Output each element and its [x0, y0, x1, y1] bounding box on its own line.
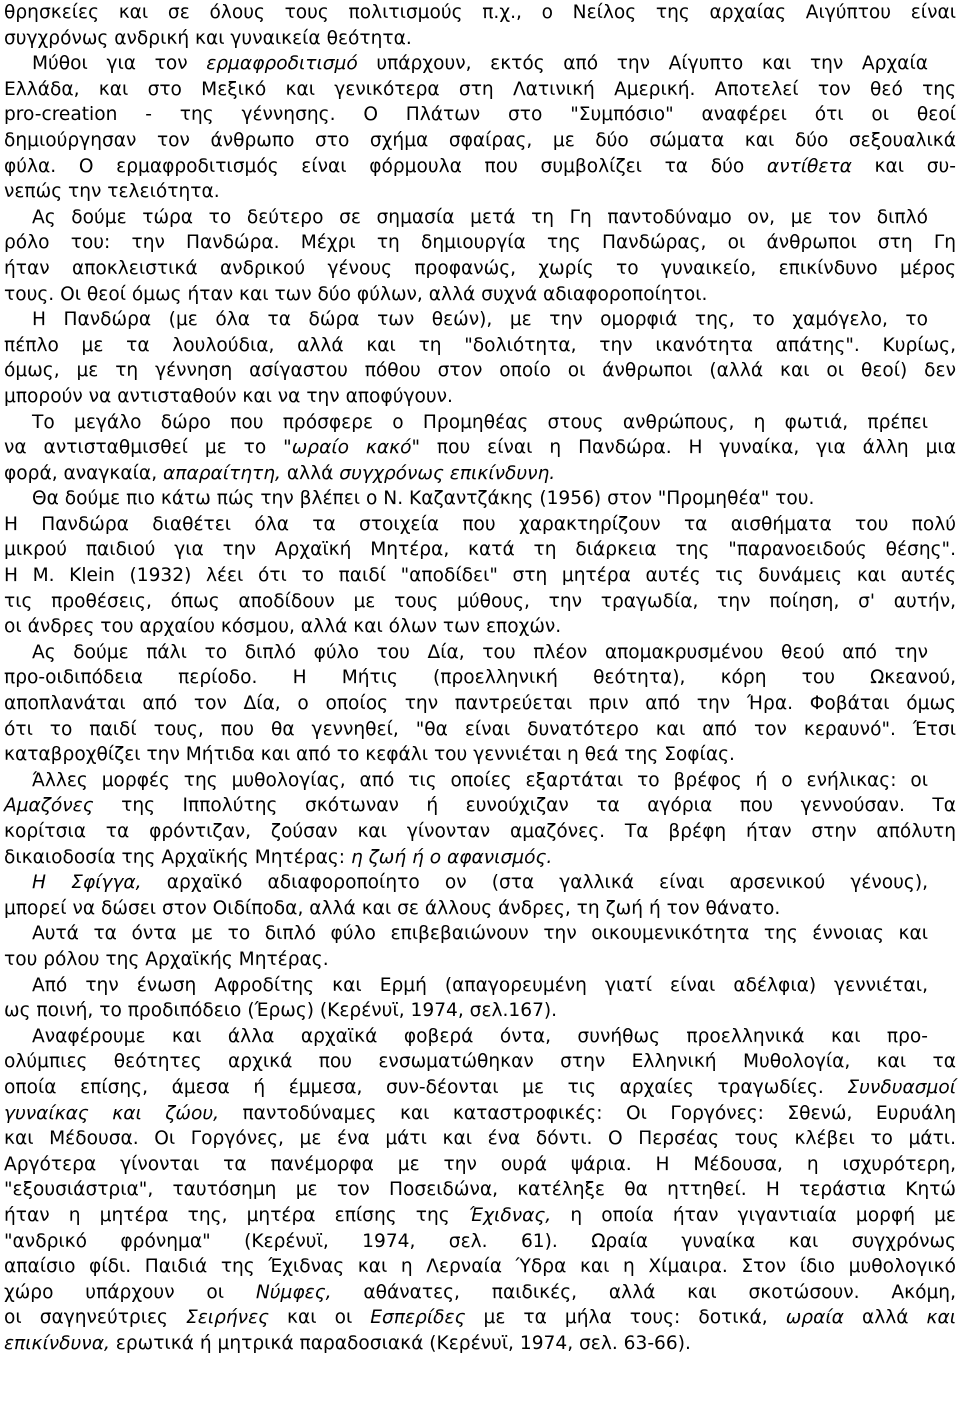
text-line: [4, 435, 956, 461]
text-segment: αποπλανάται από τον Δία, ο οποίος την παντρεύεται πριν από την Ήρα. Φοβάται όμως: [4, 693, 956, 715]
text-line-content: [4, 358, 956, 384]
text-segment: μπορούν να αντισταθούν και να την αποφύγουν.: [4, 385, 453, 407]
text-segment: παντοδύναμες και καταστροφικές: Οι Γοργόνες: Σθενώ, Ευρυάλη: [219, 1102, 956, 1124]
text-line-content: [4, 896, 956, 922]
text-segment: οι άνδρες του αρχαίου κόσμου, αλλά και όλων των εποχών.: [4, 616, 562, 638]
text-line-content: [32, 1024, 928, 1050]
text-line: [4, 333, 956, 359]
text-line-content: [32, 921, 928, 947]
text-line-content: [4, 793, 956, 819]
text-line: [4, 870, 956, 896]
text-line: [4, 1331, 956, 1357]
text-line: [4, 537, 956, 563]
text-segment: απαίσιο φίδι. Παιδιά της Έχιδνας και η Λερναία Ύδρα και η Χίμαιρα. Στον ίδιο μυθολογικό: [4, 1256, 956, 1278]
text-line-content: [4, 179, 956, 205]
text-segment: pro-creation - της γέννησης. Ο Πλάτων στο "Συμπόσιο" αναφέρει ότι οι θεοί: [4, 104, 956, 126]
text-segment: προ-οιδιπόδεια περίοδο. Η Μήτις (προελληνική θεότητα), κόρη του Ωκεανού,: [4, 667, 956, 689]
italic-text: Σειρήνες: [186, 1307, 270, 1329]
text-line-content: [4, 1280, 956, 1306]
text-line: [4, 128, 956, 154]
text-line: [4, 1101, 956, 1127]
text-line: [4, 256, 956, 282]
italic-text: Συνδυασμοί: [847, 1076, 956, 1098]
text-segment: πέπλο με τα λουλούδια, αλλά και τη "δολιότητα, την ικανότητα απάτης". Κυρίως,: [4, 334, 956, 356]
text-line-content: [4, 589, 956, 615]
text-line-content: [4, 154, 956, 180]
text-line: [4, 384, 956, 410]
text-line: [4, 819, 956, 845]
text-line: [4, 742, 956, 768]
text-line-content: [32, 486, 928, 512]
text-line-content: [4, 998, 956, 1024]
text-line-content: [4, 819, 956, 845]
text-line-content: [4, 742, 956, 768]
text-segment: αρχαϊκό αδιαφοροποίητο ον (στα γαλλικά είναι αρσενικού γένους),: [141, 872, 928, 894]
text-segment: οποία επίσης, άμεσα ή έμμεσα, συν-δέονται με τις αρχαίες τραγωδίες.: [4, 1076, 848, 1098]
text-line-content: [32, 51, 928, 77]
text-segment: όμως, με τη γέννηση ασίγαστου πόθου στον οποίο οι άνθρωποι (αλλά και οι θεοί) δεν: [4, 360, 956, 382]
text-line: [4, 486, 956, 512]
text-segment: φύλα. Ο ερμαφροδιτισμός είναι φόρμουλα που συμβολίζει τα δύο: [4, 155, 767, 177]
text-line-content: [4, 77, 956, 103]
italic-text: συγχρόνως επικίνδυνη.: [339, 462, 556, 484]
text-line: [4, 947, 956, 973]
text-segment: Ας δούμε τώρα το δεύτερο σε σημασία μετά τη Γη παντοδύναμο ον, με τον διπλό: [32, 206, 928, 228]
text-line-content: [4, 1254, 956, 1280]
italic-text: Αμαζόνες: [4, 795, 94, 817]
text-segment: ερωτικά ή μητρικά παραδοσιακά (Κερένυϊ, 1974, σελ. 63-66).: [109, 1332, 691, 1354]
text-line-content: [4, 717, 956, 743]
text-line: [4, 691, 956, 717]
text-line-content: [4, 333, 956, 359]
text-segment: κορίτσια τα φρόντιζαν, ζούσαν και γίνονταν αμαζόνες. Τα βρέφη ήταν στην απόλυτη: [4, 821, 956, 842]
italic-text: και: [926, 1307, 957, 1329]
text-line: [4, 230, 956, 256]
text-line-content: [4, 512, 956, 538]
text-segment: Αργότερα γίνονται τα πανέμορφα με την ουρά ψάρια. Η Μέδουσα, η ισχυρότερη,: [4, 1153, 956, 1175]
text-line-content: [4, 1229, 956, 1255]
text-line-content: [32, 205, 928, 231]
text-segment: ρόλο του: την Πανδώρα. Μέχρι τη δημιουργία της Πανδώρας, οι άνθρωποι στη Γη: [4, 232, 956, 254]
text-line-content: [4, 845, 956, 871]
italic-text: η ζωή ή ο αφανισμός.: [350, 846, 553, 868]
text-segment: υπάρχουν, εκτός από την Αίγυπτο και την Αρχαία: [357, 53, 928, 75]
text-line-content: [32, 973, 928, 999]
text-segment: Αναφέρουμε και άλλα αρχαϊκά φοβερά όντα, συνήθως προελληνικά και προ-: [32, 1025, 928, 1047]
text-segment: αλλά: [843, 1307, 927, 1329]
text-line-content: [4, 1049, 956, 1075]
text-segment: η οποία ήταν γιγαντιαία μορφή με: [551, 1204, 956, 1226]
text-line-content: [4, 563, 956, 589]
text-line-content: [4, 1203, 956, 1229]
text-segment: της Ιππολύτης σκότωναν ή ευνούχιζαν τα αγόρια που γεννούσαν. Τα: [93, 795, 956, 817]
text-segment: Ας δούμε πάλι το διπλό φύλο του Δία, του πλέον απομακρυσμένου θεού από την: [32, 641, 928, 663]
text-segment: Από την ένωση Αφροδίτης και Ερμή (απαγορευμένη γιατί είναι αδέλφια) γεννιέται,: [32, 974, 928, 996]
text-line: [4, 410, 956, 436]
text-line: [4, 768, 956, 794]
text-line: [4, 896, 956, 922]
text-line: [4, 1177, 956, 1203]
text-line-content: [4, 1075, 956, 1101]
text-line: [4, 154, 956, 180]
text-line: [4, 512, 956, 538]
text-line-content: [4, 435, 956, 461]
italic-text: Νύμφες,: [255, 1281, 332, 1303]
text-line: [4, 102, 956, 128]
text-line: [4, 26, 956, 52]
text-line: [4, 205, 956, 231]
text-segment: ως ποινή, το προδιπόδειο (Έρως) (Κερένυϊ, 1974, σελ.167).: [4, 1000, 558, 1022]
text-line-content: [32, 870, 928, 896]
text-line: [4, 793, 956, 819]
text-line: [4, 1049, 956, 1075]
text-segment: τους. Οι θεοί όμως ήταν και των δύο φύλων, αλλά συχνά αδιαφοροποίητοι.: [4, 283, 708, 305]
text-line-content: [32, 307, 928, 333]
italic-text: επικίνδυνα,: [4, 1332, 110, 1354]
text-line: [4, 845, 956, 871]
text-line-content: [4, 102, 956, 128]
text-line: [4, 51, 956, 77]
text-segment: Θα δούμε πιο κάτω πώς την βλέπει ο Ν. Καζαντζάκης (1956) στον "Προμηθέα" του.: [32, 488, 815, 510]
text-line-content: [4, 256, 956, 282]
text-segment: Ελλάδα, και στο Μεξικό και γενικότερα στη Λατινική Αμερική. Αποτελεί τον θεό της: [4, 78, 956, 100]
italic-text: απαραίτητη,: [163, 462, 281, 484]
text-line: [4, 640, 956, 666]
text-segment: δικαιοδοσία της Αρχαϊκής Μητέρας:: [4, 846, 351, 868]
text-segment: φορά, αναγκαία,: [4, 462, 164, 484]
text-segment: οι σαγηνεύτριες: [4, 1307, 186, 1329]
text-line: [4, 589, 956, 615]
text-line-content: [4, 282, 956, 308]
text-segment: νεπώς την τελειότητα.: [4, 181, 220, 203]
text-segment: "ανδρικό φρόνημα" (Κερένυϊ, 1974, σελ. 61). Ωραία γυναίκα και συγχρόνως: [4, 1230, 956, 1252]
italic-text: Έχιδνας,: [468, 1204, 552, 1226]
text-segment: και οι: [269, 1307, 371, 1329]
text-line: [4, 973, 956, 999]
text-segment: Αυτά τα όντα με το διπλό φύλο επιβεβαιώνουν την οικουμενικότητα της έννοιας και: [32, 923, 928, 945]
text-line-content: [32, 768, 928, 794]
text-line: [4, 1126, 956, 1152]
text-segment: Η Πανδώρα διαθέτει όλα τα στοιχεία που χαρακτηρίζουν τα αισθήματα του πολύ: [4, 513, 956, 535]
text-segment: του ρόλου της Αρχαϊκής Μητέρας.: [4, 948, 329, 970]
text-segment: ήταν αποκλειστικά ανδρικού γένους προφανώς, χωρίς το γυναικείο, επικίνδυνο μέρος: [4, 257, 956, 279]
text-line: [4, 179, 956, 205]
text-line-content: [4, 1331, 956, 1357]
document-body: [4, 0, 956, 1356]
text-segment: μικρού παιδιού για την Αρχαϊκή Μητέρα, κατά τη διάρκεια της "παρανοειδούς θέσης".: [4, 539, 956, 561]
text-line: [4, 614, 956, 640]
text-line-content: [4, 1101, 956, 1127]
text-line-content: [4, 230, 956, 256]
text-line: [4, 1075, 956, 1101]
italic-text: γυναίκας και ζώου,: [4, 1102, 220, 1124]
text-line: [4, 563, 956, 589]
italic-text: ερμαφροδιτισμό: [206, 53, 358, 75]
text-segment: "εξουσιάστρια", ταυτόσημη με τον Ποσειδώνα, κατέληξε θα ηττηθεί. Η τεράστια Κητώ: [4, 1179, 956, 1201]
text-segment: και συ-: [851, 155, 956, 177]
text-line-content: [4, 0, 956, 26]
italic-text: αντίθετα: [766, 155, 852, 177]
text-segment: αθάνατες, παιδικές, αλλά και σκοτώσουν. Ακόμη,: [331, 1281, 956, 1303]
text-segment: που είναι η Πανδώρα. Η γυναίκα, για άλλη μια: [420, 437, 956, 459]
text-line: [4, 1280, 956, 1306]
text-line-content: [4, 26, 956, 52]
text-line-content: [4, 614, 956, 640]
text-segment: με τα μήλα τους: δοτικά,: [465, 1307, 786, 1329]
text-line-content: [4, 461, 956, 487]
text-segment: θρησκείες και σε όλους τους πολιτισμούς π.χ., ο Νείλος της αρχαίας Αιγύπτου είναι: [4, 2, 956, 23]
text-line: [4, 282, 956, 308]
text-line-content: [4, 1126, 956, 1152]
text-line-content: [4, 665, 956, 691]
text-line-content: [4, 1152, 956, 1178]
text-line: [4, 921, 956, 947]
text-line-content: [4, 691, 956, 717]
text-segment: αλλά: [280, 462, 340, 484]
text-segment: τις προθέσεις, όπως αποδίδουν με τους μύθους, την τραγωδία, την ποίηση, σ' αυτήν,: [4, 590, 956, 612]
text-line-content: [4, 947, 956, 973]
text-line-content: [32, 410, 928, 436]
text-line: [4, 0, 956, 26]
text-segment: δημιούργησαν τον άνθρωπο στο σχήμα σφαίρας, με δύο σώματα και δύο σεξουαλικά: [4, 129, 956, 151]
text-line: [4, 307, 956, 333]
text-segment: καταβροχθίζει την Μήτιδα και από το κεφάλι του γεννιέται η θεά της Σοφίας.: [4, 744, 735, 766]
text-segment: συγχρόνως ανδρική και γυναικεία θεότητα.: [4, 27, 412, 49]
text-line: [4, 1024, 956, 1050]
text-line: [4, 665, 956, 691]
text-line: [4, 77, 956, 103]
text-segment: Η Πανδώρα (με όλα τα δώρα των θεών), με την ομορφιά της, το χαμόγελο, το: [32, 309, 928, 331]
text-segment: και Μέδουσα. Οι Γοργόνες, με ένα μάτι και ένα δόντι. Ο Περσέας τους κλέβει το μάτι.: [4, 1128, 956, 1150]
text-line: [4, 1203, 956, 1229]
text-line-content: [4, 384, 956, 410]
text-segment: χώρο υπάρχουν οι: [4, 1281, 256, 1303]
text-line: [4, 1254, 956, 1280]
text-segment: Το μεγάλο δώρο που πρόσφερε ο Προμηθέας στους ανθρώπους, η φωτιά, πρέπει: [32, 411, 928, 433]
text-line: [4, 998, 956, 1024]
text-segment: μπορεί να δώσει στον Οιδίποδα, αλλά και σε άλλους άνδρες, τη ζωή ή τον θάνατο.: [4, 897, 781, 919]
italic-text: Η Σφίγγα,: [32, 872, 142, 894]
text-line-content: [32, 640, 928, 666]
text-segment: Άλλες μορφές της μυθολογίας, από τις οποίες εξαρτάται το βρέφος ή ο ενήλικας: οι: [32, 769, 928, 791]
text-segment: να αντισταθμισθεί με το: [4, 437, 284, 459]
italic-text: Εσπερίδες: [370, 1307, 466, 1329]
text-line: [4, 358, 956, 384]
text-line: [4, 1152, 956, 1178]
text-line-content: [4, 128, 956, 154]
text-segment: ολύμπιες θεότητες αρχικά που ενσωματώθηκαν στην Ελληνική Μυθολογία, και τα: [4, 1051, 956, 1073]
text-segment: ότι το παιδί τους, που θα γεννηθεί, "θα είναι δυνατότερο και από τον κεραυνό". Έτσι: [4, 718, 956, 740]
text-line-content: [4, 1177, 956, 1203]
text-line: [4, 717, 956, 743]
text-line-content: [4, 537, 956, 563]
text-line-content: [4, 1305, 956, 1331]
italic-text: ωραία: [785, 1307, 844, 1329]
text-line: [4, 1305, 956, 1331]
text-segment: Η M. Klein (1932) λέει ότι το παιδί "αποδίδει" στη μητέρα αυτές τις δυνάμεις και αυτές: [4, 565, 956, 587]
text-segment: ήταν η μητέρα της, μητέρα επίσης της: [4, 1204, 469, 1226]
text-segment: Μύθοι για τον: [32, 53, 207, 75]
text-line: [4, 461, 956, 487]
italic-text: "ωραίο κακό": [283, 437, 421, 459]
text-line: [4, 1229, 956, 1255]
